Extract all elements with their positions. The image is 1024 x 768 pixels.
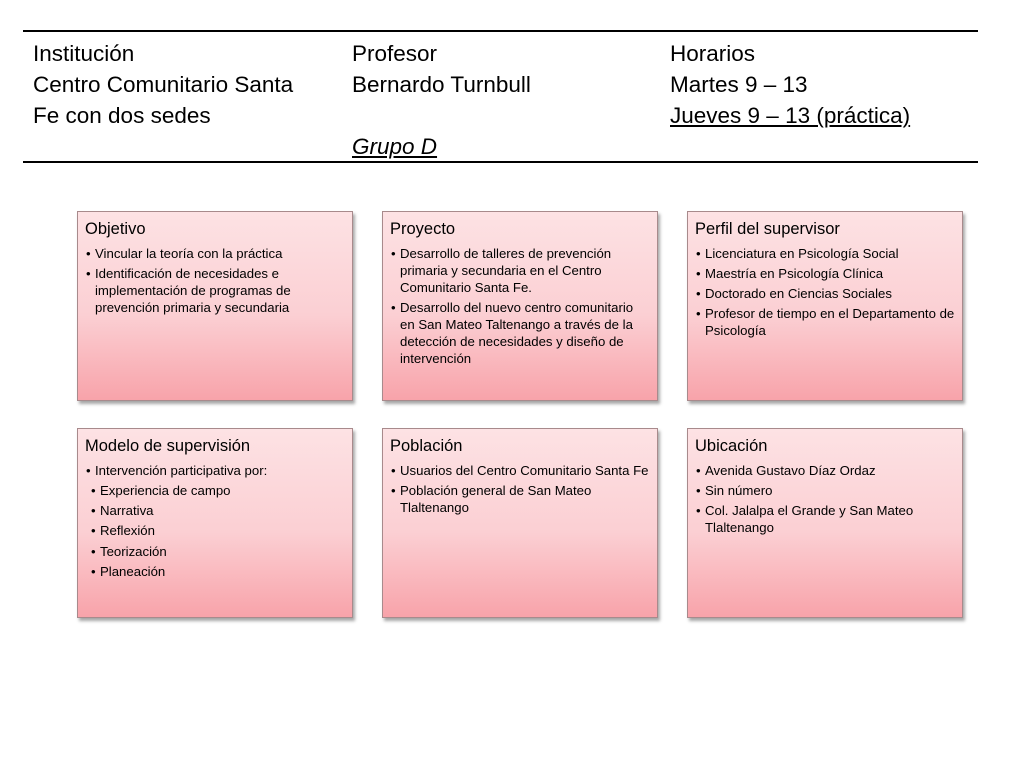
bullet-list <box>695 462 956 536</box>
card-objetivo <box>77 211 353 401</box>
profesor-column <box>352 38 652 162</box>
institucion-line2: Fe con dos sedes <box>33 103 211 128</box>
card-proyecto <box>382 211 658 401</box>
header-table <box>23 30 978 163</box>
institucion-line1: Centro Comunitario Santa <box>33 72 294 97</box>
spacer <box>352 100 652 131</box>
institucion-column <box>33 38 343 131</box>
list-item: • Sin número <box>696 483 773 498</box>
card-ubicacion <box>687 428 963 618</box>
list-item: • Vincular la teoría con la práctica <box>86 246 283 261</box>
list-item: • Desarrollo del nuevo centro comunitario en San Mateo Taltenango a través de la detección de necesidades y diseño de intervención <box>391 300 634 366</box>
bullet-list <box>390 245 651 367</box>
card-perfil-supervisor <box>687 211 963 401</box>
bullet-list <box>85 462 346 580</box>
card-title: Perfil del supervisor <box>695 220 840 238</box>
sub-list-item: • Teorización <box>91 543 167 559</box>
list-item: • Identificación de necesidades e implementación de programas de prevención primaria y secundaria <box>86 266 291 315</box>
card-title: Modelo de supervisión <box>85 437 251 455</box>
card-title: Ubicación <box>695 437 768 455</box>
profesor-label: Profesor <box>352 41 438 66</box>
bullet-list <box>85 245 346 316</box>
list-item: • Doctorado en Ciencias Sociales <box>696 286 892 301</box>
list-item: • Maestría en Psicología Clínica <box>696 266 884 281</box>
list-item: • Col. Jalalpa el Grande y San Mateo Tlaltenango <box>696 503 914 535</box>
group-label: Grupo D <box>352 134 438 159</box>
list-item: • Profesor de tiempo en el Departamento de Psicología <box>696 306 955 338</box>
institucion-label: Institución <box>33 41 135 66</box>
card-poblacion <box>382 428 658 618</box>
card-modelo-supervision <box>77 428 353 618</box>
horario-martes: Martes 9 – 13 <box>670 72 808 97</box>
bullet-list <box>390 462 651 516</box>
card-title: Población <box>390 437 463 455</box>
list-item: • Usuarios del Centro Comunitario Santa Fe <box>391 463 649 478</box>
list-item: • Licenciatura en Psicología Social <box>696 246 899 261</box>
card-title: Objetivo <box>85 220 146 238</box>
list-item: • Intervención participativa por: <box>86 463 268 478</box>
sub-list-item: • Planeación <box>91 563 166 579</box>
sub-list-item: • Narrativa <box>91 503 154 519</box>
horarios-label: Horarios <box>670 41 756 66</box>
card-title: Proyecto <box>390 220 456 238</box>
sub-list-item: • Reflexión <box>91 523 155 539</box>
bullet-list <box>695 245 956 339</box>
sub-list-item: • Experiencia de campo <box>91 483 231 498</box>
list-item: • Población general de San Mateo Tlaltenango <box>391 483 592 515</box>
list-item: • Avenida Gustavo Díaz Ordaz <box>696 463 876 478</box>
horarios-column <box>670 38 975 131</box>
horario-jueves: Jueves 9 – 13 (práctica) <box>670 103 911 128</box>
profesor-name: Bernardo Turnbull <box>352 72 531 97</box>
list-item: • Desarrollo de talleres de prevención primaria y secundaria en el Centro Comunitario Santa Fe. <box>391 246 612 295</box>
